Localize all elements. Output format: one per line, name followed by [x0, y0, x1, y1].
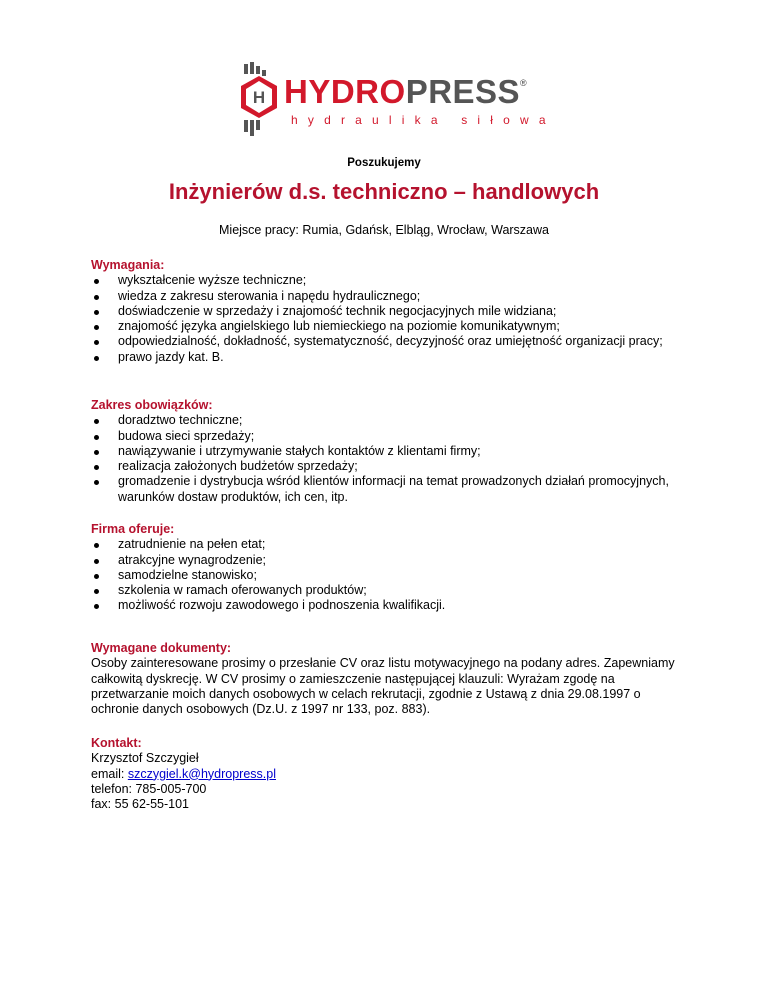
registered-mark: ®: [520, 78, 527, 88]
list-item: atrakcyjne wynagrodzenie;: [91, 553, 681, 568]
documents-text: Osoby zainteresowane prosimy o przesłanie CV oraz listu motywacyjnego na podany adres. Zapewniamy całkowitą dyskrecję. W CV prosimy o zamieszczenie następującej klauzuli: Wyrażam zgodę na przetwarzanie moich danych osobowych w celach rekrutacji, zgodnie z Ustawą z dnia 29.08.1997 o ochronie danych osobowych (Dz.U. z 1997 nr 133, poz. 883).: [91, 656, 675, 717]
offer-heading: Firma oferuje:: [91, 522, 175, 536]
logo-wordmark: [284, 75, 520, 108]
list-item: odpowiedzialność, dokładność, systematyczność, decyzyjność oraz umiejętność organizacji pracy;: [91, 334, 681, 349]
logo-tagline: hydraulika siłowa: [291, 113, 556, 127]
contact-section: [91, 736, 681, 812]
contact-fax: fax: 55 62-55-101: [91, 797, 189, 812]
offer-list: [91, 537, 681, 613]
contact-heading: Kontakt:: [91, 736, 142, 750]
header-eyebrow: Poszukujemy: [347, 157, 421, 169]
contact-email-line: [91, 767, 681, 782]
list-item: budowa sieci sprzedaży;: [91, 429, 681, 444]
svg-text:H: H: [252, 88, 266, 107]
requirements-list: [91, 273, 681, 365]
work-location: Miejsce pracy: Rumia, Gdańsk, Elbląg, Wrocław, Warszawa: [219, 223, 549, 237]
duties-list: [91, 413, 681, 505]
duties-heading: Zakres obowiązków:: [91, 398, 213, 412]
documents-heading: Wymagane dokumenty:: [91, 641, 232, 655]
page-title: Inżynierów d.s. techniczno – handlowych: [168, 179, 600, 204]
list-item: wykształcenie wyższe techniczne;: [91, 273, 681, 288]
contact-phone: telefon: 785-005-700: [91, 781, 207, 796]
list-item: doświadczenie w sprzedaży i znajomość technik negocjacyjnych mile widziana;: [91, 304, 681, 319]
requirements-heading: Wymagania:: [91, 258, 165, 272]
offer-section: [91, 522, 681, 614]
documents-section: [91, 641, 681, 717]
list-item: zatrudnienie na pełen etat;: [91, 537, 681, 552]
list-item: wiedza z zakresu sterowania i napędu hydraulicznego;: [91, 289, 681, 304]
list-item: gromadzenie i dystrybucja wśród klientów informacji na temat prowadzonych działań promocyjnych, warunków dostaw produktów, ich cen, itp.: [91, 474, 681, 505]
list-item: znajomość języka angielskiego lub niemieckiego na poziomie komunikatywnym;: [91, 319, 681, 334]
list-item: nawiązywanie i utrzymywanie stałych kontaktów z klientami firmy;: [91, 444, 681, 459]
list-item: prawo jazdy kat. B.: [91, 350, 681, 365]
requirements-section: [91, 258, 681, 365]
contact-name: Krzysztof Szczygieł: [91, 751, 199, 766]
logo-wordmark-red: HYDRO: [284, 73, 406, 110]
list-item: doradztwo techniczne;: [91, 413, 681, 428]
duties-section: [91, 398, 681, 505]
list-item: samodzielne stanowisko;: [91, 568, 681, 583]
hydropress-emblem-icon: [236, 62, 282, 138]
email-link[interactable]: szczygiel.k@hydropress.pl: [127, 766, 276, 781]
list-item: szkolenia w ramach oferowanych produktów;: [91, 583, 681, 598]
list-item: możliwość rozwoju zawodowego i podnoszenia kwalifikacji.: [91, 598, 681, 613]
hydropress-logo: [236, 62, 556, 138]
logo-wordmark-gray: PRESS: [405, 73, 521, 110]
email-label: email:: [91, 766, 128, 781]
list-item: realizacja założonych budżetów sprzedaży;: [91, 459, 681, 474]
